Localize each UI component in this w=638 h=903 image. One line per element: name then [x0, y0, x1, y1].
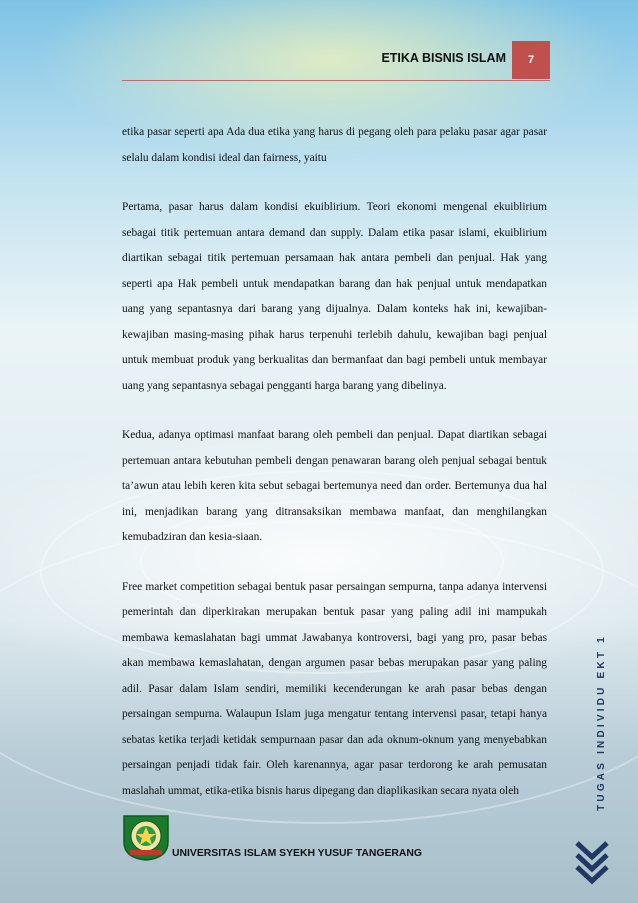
header-title: ETIKA BISNIS ISLAM [381, 51, 506, 65]
page-number-badge: 7 [512, 41, 550, 79]
body-paragraph: Free market competition sebagai bentuk pasar persaingan sempurna, tanpa adanya intervensi pemerintah dan diperkirakan merupakan bentuk pasar yang paling adil ini mampukah membawa kemaslahatan bagi ummat Jawabanya kontroversi, bagi yang pro, pasar bebas akan membawa kemaslahatan, dengan argumen pasar bebas merupakan pasar yang paling adil. Pasar dalam Islam sendiri, memiliki kecenderungan ke arah pasar bebas dengan persaingan sempurna. Walaupun Islam juga mengatur tentang intervensi pasar, tetapi hanya sebatas ketika terjadi ketidak sempurnaan pasar dan ada oknum-oknum yang menyebabkan persaingan penjadi tidak fair. Oleh karenannya, agar pasar terdorong ke arah pemusatan maslahah ummat, etika-etika bisnis harus dipegang dan diaplikasikan secara nyata oleh [122, 580, 547, 797]
header-divider [122, 80, 550, 81]
footer-institution: UNIVERSITAS ISLAM SYEKH YUSUF TANGERANG [172, 848, 422, 859]
side-label-text: TUGAS INDIVIDU EKT 1 [595, 633, 607, 811]
side-label [594, 632, 608, 812]
body-paragraph: Kedua, adanya optimasi manfaat barang oleh pembeli dan penjual. Dapat diartikan sebagai pertemuan antara kebutuhan pembeli dengan penawaran barang oleh penjual sebagai bentuk ta’awun atau lebih keren kita sebut sebagai bertemunya need dan order. Bertemunya dua hal ini, menjadikan barang yang ditransaksikan membawa manfaat, dan menghilangkan kemubadziran dan kesia-siaan. [122, 429, 547, 543]
body-paragraph: etika pasar seperti apa Ada dua etika yang harus di pegang oleh para pelaku pasar agar pasar selalu dalam kondisi ideal dan fairness, yaitu [122, 126, 547, 164]
body-paragraph: Pertama, pasar harus dalam kondisi ekuiblirium. Teori ekonomi mengenal ekuiblirium sebagai titik pertemuan antara demand dan supply. Dalam etika pasar islami, ekuiblirium diartikan sebagai titik pertemuan persamaan hak antara pembeli dan penjual. Hak yang seperti apa Hak pembeli untuk mendapatkan barang dan hak penjual untuk mendapatkan uang yang sepantasnya dari barang yang dijualnya. Dalam konteks hak ini, kewajiban-kewajiban masing-masing pihak harus terpenuhi terlebih dahulu, kewajiban bagi penjual untuk membuat produk yang berkualitas dan bermanfaat dan bagi pembeli untuk membayar uang yang sepantasnya sebagai pengganti harga barang yang dibelinya. [122, 201, 547, 392]
double-chevron-down-icon [573, 835, 611, 885]
document-body [122, 120, 547, 828]
university-seal-icon [120, 812, 172, 862]
